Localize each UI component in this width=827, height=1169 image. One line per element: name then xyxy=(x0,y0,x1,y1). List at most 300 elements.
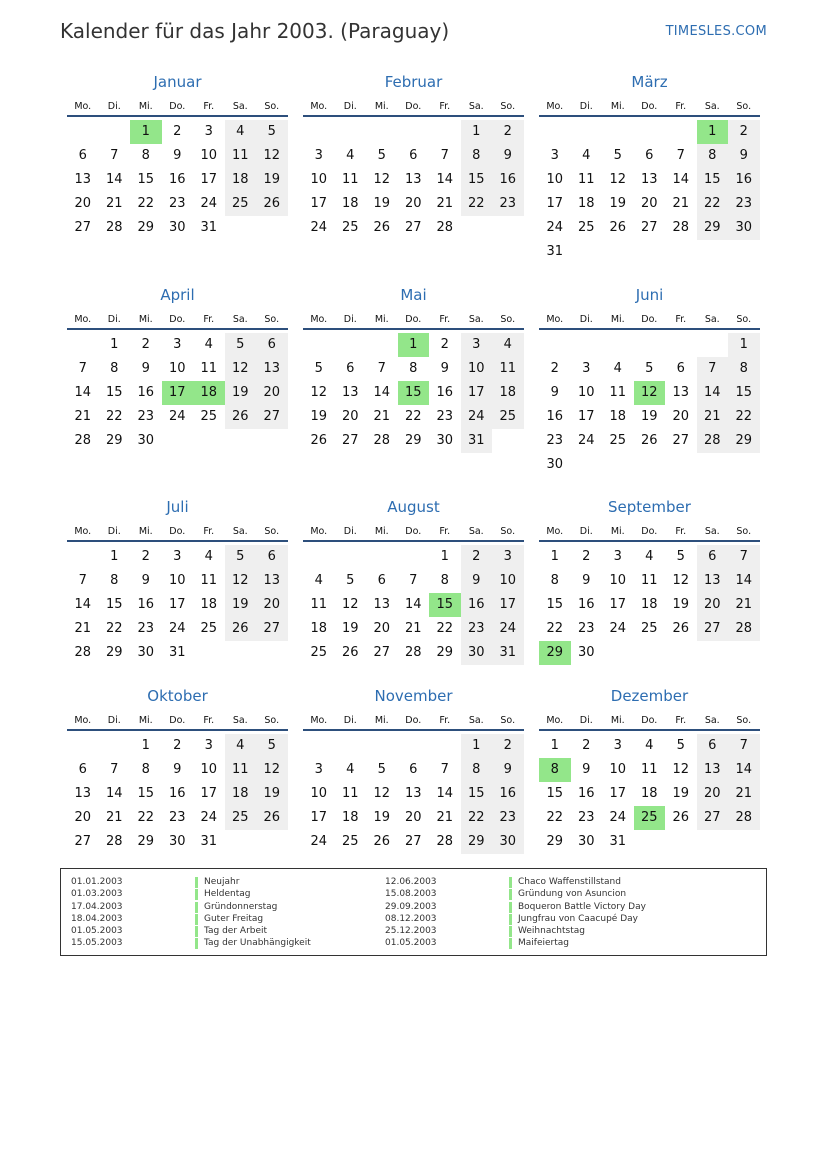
month-block xyxy=(67,284,288,453)
day-cell: 28 xyxy=(672,220,690,235)
holiday-legend-row xyxy=(385,888,646,900)
day-cell: 26 xyxy=(373,834,391,849)
weekday-label: So. xyxy=(264,715,280,726)
day-cell: 23 xyxy=(137,621,155,636)
day-cell: 29 xyxy=(105,433,123,448)
weekday-label: Sa. xyxy=(704,526,720,537)
weekday-label: Mo. xyxy=(310,715,328,726)
day-cell: 11 xyxy=(577,172,595,187)
day-cell: 16 xyxy=(137,385,155,400)
month-name: Juni xyxy=(635,286,664,304)
day-cell: 7 xyxy=(377,361,386,376)
holiday-day-cell: 12 xyxy=(634,381,666,405)
day-cell: 11 xyxy=(225,144,257,168)
week-row xyxy=(67,758,288,782)
day-cell: 9 xyxy=(141,573,150,588)
day-cell: 4 xyxy=(346,762,355,777)
weekday-label: So. xyxy=(500,101,516,112)
page-title: Kalender für das Jahr 2003. (Paraguay) xyxy=(60,19,450,43)
day-cell: 17 xyxy=(310,810,328,825)
weekday-label: Di. xyxy=(579,715,593,726)
day-cell: 3 xyxy=(173,337,182,352)
weekday-label: Mi. xyxy=(610,526,625,537)
day-cell: 29 xyxy=(105,645,123,660)
month-name: Oktober xyxy=(147,687,208,705)
day-cell: 4 xyxy=(582,148,591,163)
day-cell: 4 xyxy=(613,361,622,376)
day-cell: 19 xyxy=(609,196,627,211)
day-cell: 25 xyxy=(492,405,524,429)
day-cell: 3 xyxy=(613,549,622,564)
day-cell: 5 xyxy=(676,738,685,753)
day-cell: 26 xyxy=(341,645,359,660)
day-cell: 4 xyxy=(645,549,654,564)
day-cell: 19 xyxy=(373,196,391,211)
day-cell: 9 xyxy=(461,569,493,593)
weekday-label: Di. xyxy=(579,526,593,537)
holiday-day-cell: 18 xyxy=(193,381,225,405)
day-cell: 8 xyxy=(461,144,493,168)
day-cell: 13 xyxy=(256,357,288,381)
day-cell: 1 xyxy=(550,549,559,564)
day-cell: 18 xyxy=(640,786,658,801)
holiday-date: 17.04.2003 xyxy=(71,901,123,912)
week-row xyxy=(539,168,760,192)
day-cell: 7 xyxy=(110,762,119,777)
empty-day-cell xyxy=(665,120,697,144)
day-cell: 3 xyxy=(492,545,524,569)
day-cell: 2 xyxy=(141,549,150,564)
day-cell: 10 xyxy=(310,172,328,187)
weekday-label: Mi. xyxy=(374,101,389,112)
day-cell: 9 xyxy=(582,573,591,588)
day-cell: 30 xyxy=(492,830,524,854)
weekday-label: Do. xyxy=(641,526,658,537)
day-cell: 5 xyxy=(346,573,355,588)
day-cell: 28 xyxy=(373,433,391,448)
weekday-label: Mi. xyxy=(610,314,625,325)
day-cell: 28 xyxy=(74,645,92,660)
week-row xyxy=(67,806,288,830)
weekday-label: Do. xyxy=(169,715,186,726)
day-cell: 20 xyxy=(373,621,391,636)
weekday-label: Fr. xyxy=(439,314,451,325)
day-cell: 23 xyxy=(492,192,524,216)
empty-day-cell xyxy=(303,734,335,758)
day-cell: 24 xyxy=(200,810,218,825)
day-cell: 19 xyxy=(640,409,658,424)
day-cell: 18 xyxy=(225,782,257,806)
day-cell: 15 xyxy=(461,168,493,192)
day-cell: 13 xyxy=(697,569,729,593)
month-block xyxy=(303,284,524,453)
holiday-day-cell: 15 xyxy=(398,381,430,405)
day-cell: 3 xyxy=(550,148,559,163)
week-row xyxy=(303,168,524,192)
day-cell: 4 xyxy=(204,337,213,352)
holiday-name: Tag der Unabhängigkeit xyxy=(204,938,311,949)
day-cell: 30 xyxy=(728,216,760,240)
day-cell: 25 xyxy=(225,806,257,830)
holiday-name: Guter Freitag xyxy=(204,913,264,924)
weekday-label: Fr. xyxy=(203,526,215,537)
week-row xyxy=(67,381,288,405)
day-cell: 27 xyxy=(672,433,690,448)
day-cell: 14 xyxy=(728,758,760,782)
empty-day-cell xyxy=(634,120,666,144)
day-cell: 24 xyxy=(310,834,328,849)
week-row xyxy=(539,545,760,569)
day-cell: 5 xyxy=(256,734,288,758)
day-cell: 11 xyxy=(225,758,257,782)
day-cell: 23 xyxy=(546,433,564,448)
weekday-label: Mo. xyxy=(74,715,92,726)
day-cell: 28 xyxy=(436,834,454,849)
day-cell: 6 xyxy=(78,148,87,163)
day-cell: 24 xyxy=(168,409,186,424)
day-cell: 13 xyxy=(672,385,690,400)
day-cell: 6 xyxy=(409,762,418,777)
day-cell: 13 xyxy=(341,385,359,400)
week-row xyxy=(303,593,524,617)
day-cell: 18 xyxy=(492,381,524,405)
day-cell: 22 xyxy=(404,409,422,424)
empty-day-cell xyxy=(366,333,398,357)
weekday-label: Sa. xyxy=(232,314,248,325)
weekday-header xyxy=(67,93,288,117)
day-cell: 2 xyxy=(173,124,182,139)
day-cell: 12 xyxy=(341,597,359,612)
day-cell: 19 xyxy=(256,168,288,192)
holiday-legend-row xyxy=(385,901,646,913)
holiday-date: 15.08.2003 xyxy=(385,889,437,900)
day-cell: 9 xyxy=(492,758,524,782)
holiday-name: Tag der Arbeit xyxy=(204,926,268,937)
week-row xyxy=(303,734,524,758)
day-cell: 26 xyxy=(310,433,328,448)
week-row xyxy=(67,144,288,168)
day-cell: 27 xyxy=(697,617,729,641)
day-cell: 5 xyxy=(645,361,654,376)
day-cell: 12 xyxy=(609,172,627,187)
day-cell: 7 xyxy=(409,573,418,588)
day-cell: 25 xyxy=(609,433,627,448)
day-cell: 22 xyxy=(105,621,123,636)
day-cell: 23 xyxy=(492,806,524,830)
day-cell: 14 xyxy=(436,172,454,187)
week-row xyxy=(303,357,524,381)
empty-day-cell xyxy=(162,429,194,453)
day-cell: 3 xyxy=(204,738,213,753)
day-cell: 21 xyxy=(105,196,123,211)
day-cell: 31 xyxy=(461,429,493,453)
day-cell: 16 xyxy=(461,593,493,617)
day-cell: 16 xyxy=(492,168,524,192)
weekday-label: Mo. xyxy=(74,101,92,112)
month-name: August xyxy=(387,498,440,516)
weekday-label: Mi. xyxy=(610,101,625,112)
day-cell: 27 xyxy=(256,405,288,429)
day-cell: 8 xyxy=(141,148,150,163)
day-cell: 28 xyxy=(404,645,422,660)
day-cell: 21 xyxy=(74,409,92,424)
day-cell: 11 xyxy=(640,573,658,588)
weekday-label: Fr. xyxy=(675,526,687,537)
day-cell: 26 xyxy=(672,810,690,825)
day-cell: 11 xyxy=(609,385,627,400)
holiday-date: 08.12.2003 xyxy=(385,913,437,924)
weekday-label: So. xyxy=(264,101,280,112)
day-cell: 17 xyxy=(492,593,524,617)
day-cell: 4 xyxy=(645,738,654,753)
holiday-name: Weihnachtstag xyxy=(518,926,585,937)
day-cell: 20 xyxy=(74,810,92,825)
month-block xyxy=(539,284,760,477)
weekday-label: Do. xyxy=(641,715,658,726)
week-row xyxy=(303,569,524,593)
holiday-date: 15.05.2003 xyxy=(71,938,123,949)
weekday-label: Fr. xyxy=(675,101,687,112)
empty-day-cell xyxy=(697,453,729,477)
weekday-label: So. xyxy=(736,715,752,726)
empty-day-cell xyxy=(602,641,634,665)
day-cell: 5 xyxy=(613,148,622,163)
day-cell: 14 xyxy=(672,172,690,187)
day-cell: 21 xyxy=(105,810,123,825)
day-cell: 14 xyxy=(697,381,729,405)
day-cell: 26 xyxy=(225,405,257,429)
holiday-marker xyxy=(509,926,512,937)
week-row xyxy=(303,120,524,144)
day-cell: 16 xyxy=(168,786,186,801)
day-cell: 30 xyxy=(137,645,155,660)
month-name: April xyxy=(160,286,195,304)
day-cell: 27 xyxy=(341,433,359,448)
week-row xyxy=(67,734,288,758)
day-cell: 11 xyxy=(310,597,328,612)
weekday-label: Do. xyxy=(169,314,186,325)
holiday-date: 01.01.2003 xyxy=(71,877,123,887)
week-row xyxy=(67,593,288,617)
day-cell: 30 xyxy=(168,220,186,235)
weekday-label: Do. xyxy=(641,101,658,112)
day-cell: 15 xyxy=(697,168,729,192)
day-cell: 25 xyxy=(341,220,359,235)
month-block xyxy=(539,496,760,665)
holiday-legend-row xyxy=(385,925,646,937)
month-name: Dezember xyxy=(610,687,689,705)
day-cell: 21 xyxy=(728,782,760,806)
empty-day-cell xyxy=(697,830,729,854)
day-cell: 15 xyxy=(105,597,123,612)
weekday-label: Fr. xyxy=(675,314,687,325)
weekday-label: Di. xyxy=(343,314,357,325)
weekday-label: Sa. xyxy=(704,715,720,726)
weekday-label: Mi. xyxy=(374,526,389,537)
day-cell: 23 xyxy=(168,196,186,211)
day-cell: 26 xyxy=(256,806,288,830)
empty-day-cell xyxy=(571,120,603,144)
day-cell: 31 xyxy=(492,641,524,665)
weekday-label: Mo. xyxy=(310,314,328,325)
day-cell: 10 xyxy=(168,361,186,376)
day-cell: 19 xyxy=(341,621,359,636)
empty-day-cell xyxy=(193,429,225,453)
day-cell: 8 xyxy=(550,573,559,588)
week-row xyxy=(539,144,760,168)
day-cell: 5 xyxy=(225,545,257,569)
empty-day-cell xyxy=(602,120,634,144)
day-cell: 14 xyxy=(404,597,422,612)
weekday-label: Mi. xyxy=(610,715,625,726)
week-row xyxy=(539,429,760,453)
day-cell: 15 xyxy=(461,782,493,806)
empty-day-cell xyxy=(335,545,367,569)
week-row xyxy=(67,405,288,429)
day-cell: 16 xyxy=(168,172,186,187)
day-cell: 22 xyxy=(546,621,564,636)
day-cell: 21 xyxy=(697,405,729,429)
day-cell: 2 xyxy=(728,120,760,144)
day-cell: 5 xyxy=(314,361,323,376)
day-cell: 24 xyxy=(609,810,627,825)
day-cell: 6 xyxy=(645,148,654,163)
day-cell: 31 xyxy=(609,834,627,849)
empty-day-cell xyxy=(67,120,99,144)
week-row xyxy=(539,192,760,216)
day-cell: 6 xyxy=(697,545,729,569)
week-row xyxy=(303,429,524,453)
weekday-label: Mo. xyxy=(74,526,92,537)
empty-day-cell xyxy=(728,830,760,854)
day-cell: 18 xyxy=(225,168,257,192)
day-cell: 2 xyxy=(440,337,449,352)
day-cell: 9 xyxy=(728,144,760,168)
day-cell: 18 xyxy=(577,196,595,211)
day-cell: 12 xyxy=(256,144,288,168)
day-cell: 14 xyxy=(728,569,760,593)
weekday-label: So. xyxy=(264,314,280,325)
day-cell: 13 xyxy=(404,172,422,187)
day-cell: 22 xyxy=(728,405,760,429)
brand-link[interactable]: TIMESLES.COM xyxy=(665,24,767,39)
holiday-legend-row xyxy=(71,888,311,900)
day-cell: 11 xyxy=(640,762,658,777)
day-cell: 6 xyxy=(256,545,288,569)
weekday-label: Sa. xyxy=(232,101,248,112)
day-cell: 4 xyxy=(204,549,213,564)
day-cell: 16 xyxy=(728,168,760,192)
empty-day-cell xyxy=(492,216,524,240)
holiday-legend-row xyxy=(71,913,311,925)
weekday-label: Sa. xyxy=(232,526,248,537)
day-cell: 12 xyxy=(373,786,391,801)
empty-day-cell xyxy=(697,240,729,264)
day-cell: 17 xyxy=(609,786,627,801)
day-cell: 6 xyxy=(256,333,288,357)
day-cell: 29 xyxy=(461,830,493,854)
day-cell: 12 xyxy=(225,357,257,381)
month-block xyxy=(303,71,524,240)
holiday-legend-row xyxy=(71,901,311,913)
weekday-label: Sa. xyxy=(468,715,484,726)
month-block xyxy=(539,685,760,854)
day-cell: 29 xyxy=(697,216,729,240)
weekday-header xyxy=(539,707,760,731)
weekday-label: Fr. xyxy=(439,715,451,726)
day-cell: 6 xyxy=(78,762,87,777)
day-cell: 10 xyxy=(609,573,627,588)
empty-day-cell xyxy=(539,333,571,357)
holiday-marker xyxy=(195,889,198,900)
day-cell: 20 xyxy=(404,196,422,211)
day-cell: 1 xyxy=(728,333,760,357)
day-cell: 29 xyxy=(546,834,564,849)
day-cell: 13 xyxy=(256,569,288,593)
empty-day-cell xyxy=(256,216,288,240)
month-block xyxy=(67,496,288,665)
day-cell: 15 xyxy=(137,172,155,187)
day-cell: 20 xyxy=(74,196,92,211)
day-cell: 11 xyxy=(492,357,524,381)
weekday-label: Di. xyxy=(343,526,357,537)
month-name: Juli xyxy=(166,498,189,516)
day-cell: 25 xyxy=(225,192,257,216)
weekday-label: Mo. xyxy=(74,314,92,325)
day-cell: 22 xyxy=(461,192,493,216)
empty-day-cell xyxy=(366,545,398,569)
week-row xyxy=(67,641,288,665)
weekday-header xyxy=(303,518,524,542)
day-cell: 14 xyxy=(436,786,454,801)
weekday-label: Mo. xyxy=(546,101,564,112)
day-cell: 20 xyxy=(640,196,658,211)
day-cell: 1 xyxy=(550,738,559,753)
day-cell: 19 xyxy=(672,597,690,612)
holiday-legend-row xyxy=(71,876,311,888)
day-cell: 24 xyxy=(200,196,218,211)
weekday-label: Sa. xyxy=(468,314,484,325)
weekday-header xyxy=(303,707,524,731)
day-cell: 28 xyxy=(436,220,454,235)
holiday-marker xyxy=(509,877,512,888)
day-cell: 16 xyxy=(577,597,595,612)
empty-day-cell xyxy=(461,216,493,240)
weekday-header xyxy=(303,306,524,330)
day-cell: 9 xyxy=(582,762,591,777)
week-row xyxy=(539,569,760,593)
day-cell: 2 xyxy=(461,545,493,569)
day-cell: 14 xyxy=(74,597,92,612)
day-cell: 16 xyxy=(577,786,595,801)
day-cell: 10 xyxy=(168,573,186,588)
day-cell: 16 xyxy=(546,409,564,424)
day-cell: 25 xyxy=(341,834,359,849)
day-cell: 15 xyxy=(137,786,155,801)
empty-day-cell xyxy=(697,333,729,357)
day-cell: 31 xyxy=(546,244,564,259)
day-cell: 13 xyxy=(74,172,92,187)
holiday-marker xyxy=(509,938,512,949)
day-cell: 26 xyxy=(256,192,288,216)
day-cell: 12 xyxy=(672,762,690,777)
weekday-header xyxy=(539,306,760,330)
day-cell: 6 xyxy=(676,361,685,376)
day-cell: 7 xyxy=(440,762,449,777)
day-cell: 5 xyxy=(676,549,685,564)
weekday-label: Do. xyxy=(405,101,422,112)
weekday-label: So. xyxy=(736,101,752,112)
